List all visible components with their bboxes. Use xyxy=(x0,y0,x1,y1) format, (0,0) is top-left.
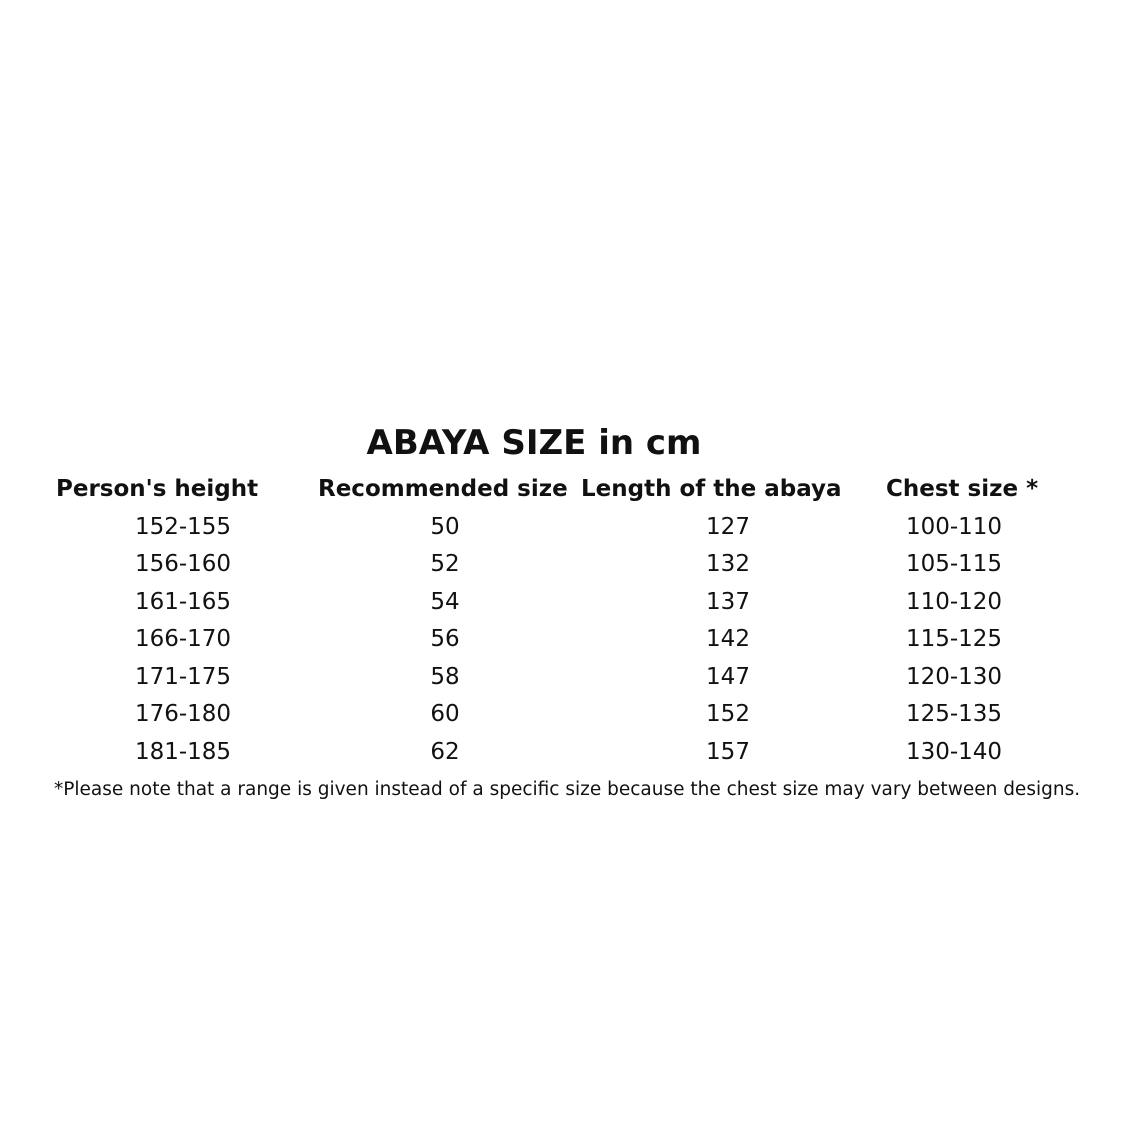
table-row xyxy=(0,659,1125,697)
table-row xyxy=(0,546,1125,584)
cell-size: 56 xyxy=(430,626,460,652)
cell-chest: 110-120 xyxy=(905,588,1003,615)
cell-height: 156-160 xyxy=(134,551,232,577)
header-chest-size: Chest size * xyxy=(886,476,1039,502)
cell-length: 127 xyxy=(706,513,750,540)
cell-height: 176-180 xyxy=(134,701,232,727)
cell-height: 161-165 xyxy=(134,588,232,615)
cell-size: 54 xyxy=(430,588,460,615)
cell-length: 142 xyxy=(706,626,750,652)
cell-height: 166-170 xyxy=(134,626,232,652)
table-row xyxy=(0,584,1125,622)
cell-chest: 130-140 xyxy=(905,738,1003,765)
table-row xyxy=(0,696,1125,734)
footnote: *Please note that a range is given instead of a specific size because the chest size may vary between designs. xyxy=(54,779,1081,800)
cell-height: 181-185 xyxy=(134,738,232,765)
chart-title: ABAYA SIZE in cm xyxy=(366,423,702,463)
cell-length: 137 xyxy=(706,588,750,615)
cell-length: 157 xyxy=(706,738,750,765)
table-row xyxy=(0,621,1125,659)
cell-length: 147 xyxy=(706,663,750,690)
cell-size: 58 xyxy=(430,663,460,690)
table-row xyxy=(0,509,1125,547)
cell-chest: 100-110 xyxy=(905,513,1003,540)
cell-size: 60 xyxy=(430,701,460,727)
cell-length: 152 xyxy=(706,701,750,727)
cell-size: 62 xyxy=(430,738,460,765)
cell-size: 52 xyxy=(430,551,460,577)
header-abaya-length: Length of the abaya xyxy=(581,476,842,502)
table-row xyxy=(0,734,1125,772)
header-persons-height: Person's height xyxy=(56,476,259,502)
table-header-row xyxy=(0,471,1125,509)
cell-height: 171-175 xyxy=(134,663,232,690)
cell-size: 50 xyxy=(430,513,460,540)
cell-length: 132 xyxy=(706,551,750,577)
size-table xyxy=(0,471,1125,771)
cell-chest: 115-125 xyxy=(905,626,1003,652)
cell-height: 152-155 xyxy=(134,513,232,540)
cell-chest: 125-135 xyxy=(905,701,1003,727)
cell-chest: 120-130 xyxy=(905,663,1003,690)
cell-chest: 105-115 xyxy=(905,551,1003,577)
header-recommended-size: Recommended size xyxy=(318,476,568,502)
